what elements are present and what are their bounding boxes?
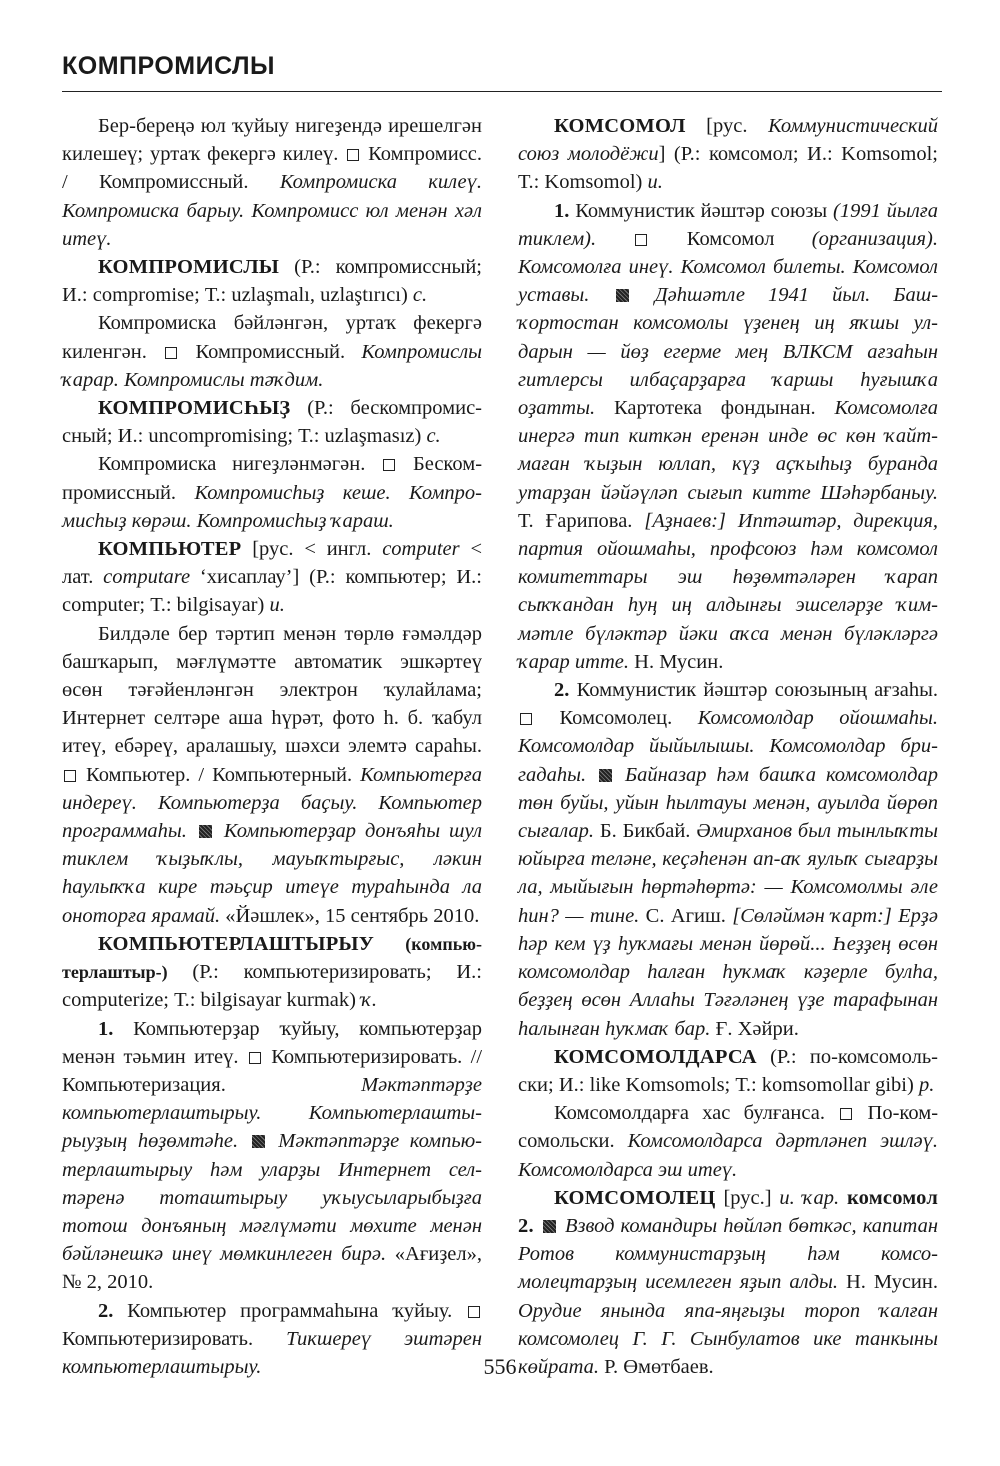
quotation-source: Ғ. Хәйри. [715,1017,799,1040]
entry-komsomolets [518,1184,938,1381]
entry-komsomol [518,112,938,197]
etymology: [рус.] [723,1186,772,1209]
right-column [518,112,938,1381]
usage-examples: Комсомолдар ойошмаһы. Комсомолдар йыйылышы. Комсомолдар бригадаһы. [518,707,939,786]
quotation: Компьютерҙар донъяһы шул тиклем ҡыҙыҡлы, мауыҡтырғыс, ләкин һаулыҡҡа кире тәьҫир итеүе тураһында ла оноторға ярамай. [62,820,483,927]
sense-2 [62,1297,482,1382]
part-of-speech: с. [412,284,428,307]
entry-kompyuter [62,535,482,620]
usage-examples: Комсомолдарса дәртләнеп эшләү. Комсомолдарса эш итеү. [518,1130,938,1181]
russian-equivalent: Комсомолец. [559,707,673,730]
headword-stem: (компьютерлаштыр-) [62,933,482,983]
russian-equivalent-marker-icon [347,149,359,161]
usage-examples: Тикшереү эштәрен компьютерлаштырыу. [62,1327,482,1378]
russian-equivalent: Компромиссный. [195,340,346,363]
page-title: КОМПРОМИСЛЫ [62,52,276,80]
etymology: [рус. [706,115,748,137]
translations: (Р.: по-комсомольски; И.: like Komsomols; Т.: komsomollar gibi) [518,1045,938,1096]
definition: Компьютер программаһына ҡуйыу. [127,1299,453,1322]
headword: КОМПРОМИСҺЫҘ [98,397,291,420]
sense-2 [518,676,938,1043]
quotation-marker-icon [616,289,629,302]
quotation: Орудие янында япа-яңғыҙы тороп ҡалған комсомолец Г. Г. Сынбулатов ике танкыны көйрата. [518,1299,938,1378]
headword: КОМПЬЮТЕРЛАШТЫРЫУ [98,932,375,955]
left-column [62,112,482,1381]
sense-number: 2. [554,679,570,702]
russian-equivalent: По-комсомольски. [518,1102,939,1153]
translations: ‘хисаплау’] (Р.: компьютер; И.: computer; Т.: bilgisayar) [62,566,483,617]
entry-komsomoldarsa [518,1043,938,1099]
translations: (Р.: бескомпромиссный; И.: uncompromising; Т.: uzlaşmasız) [62,397,482,448]
definition: Компьютерҙар ҡуйыу, компьютерҙар менән тәьмин итеү. [62,1017,483,1068]
etymology: < лат. [62,538,483,589]
quotation: Комсомолға инергә тип киткән еренән инде өс көн ҡайтмаған ҡыҙын юллап, күҙ аҫҡыһыҙ буранда утарҙан йәйәүләп сығып китте Шәһәрбаныу. [518,397,938,504]
russian-equivalent-marker-icon [249,1052,261,1064]
usage-examples: Компромислы ҡарар. Компромислы тәҡдим. [62,340,483,391]
translations: ] (Р.: комсомол; И.: Komsomol; Т.: Komsomol) [518,143,938,194]
definition: Компромиска бәйләнгән, уртаҡ фекергә киленгән. [62,312,482,363]
definition: Компромиска нигеҙләнмәгән. [98,453,366,476]
usage-examples: Компромиска килеү. Компромиска барыу. Компромисс юл менән хәл итеү. [62,171,482,250]
sense-number: 1. [98,1017,114,1040]
part-of-speech: с. [426,425,441,448]
etymology-source-word: computer [382,538,460,561]
sense-1 [518,197,938,676]
quotation: Байназар һәм башҡа комсомолдар төн буйы, уйын һылтауы менән, ауылда йөрөп сығалар. [518,763,938,843]
part-of-speech: и. ҡар. [779,1186,840,1209]
headword: КОМСОМОЛ [554,115,686,137]
translations: (Р.: компромиссный; И.: compromise; Т.: uzlaşmalı, uzlaştırıcı) [62,256,483,307]
etymology-source-word: computare [103,566,191,589]
russian-equivalent-note: (организация). [811,227,938,250]
quotation: Взвод командиры һөйләп бөткәс, капитан Ротов коммунистарҙың һәм комсомолецтарҙың исемлеген яҙып алды. [518,1214,938,1294]
etymology-source-word: Коммунистический союз молодёжи [518,115,939,166]
quotation: Мәктәптәрҙе компьютерлаштырыу һәм уларҙы Интернет селтәренә тоташтырыу уҡыусыларыбыҙға тотош донъяның мәғлүмәти мөхите менән бәйләнешкә инеү мөмкинлеген бирә. [62,1130,482,1266]
quotation: [Сөләймән ҡарт:] Ерҙә һәр кем үҙ һуҡмағы менән йөрөй... Һеҙҙең өсөн комсомолдар һалған һуҡмаҡ кәҙерле булһа, беҙҙең өсөн Аллаһы Тәғәләнең үҙе тарафынан һалынған һуҡмаҡ бар. [518,904,939,1040]
quotation-source: Б. Бикбай. [599,820,691,843]
definition: Билдәле бер тәртип менән төрлө ғәмәлдәр башҡарып, мәғлүмәтте автоматик эшкәртеү өсөн тәғәйенләнгән электрон ҡулайлама; Интернет селтәре аша һүрәт, фото һ. б. ҡабул итеү, ебәреү, аралашыу, шәхси элемтә сараһы. [62,622,482,758]
quotation: [Аҙнаев:] Иптәштәр, дирекция, партия ойошмаһы, профсоюз һәм комсомол комитеттары эш һөҙөмтәләрен ҡарап сыҡҡандан һуң иң алдынғы эшселәрҙе ҡиммәтле бүләктәр йәки аҡса менән бүләкләргә ҡарар итте. [518,509,939,673]
russian-equivalent-marker-icon [840,1108,852,1120]
page-number: 556 [483,1354,517,1379]
definition: Бер-береңә юл ҡуйыу нигеҙендә ирешелгән килешеү; уртаҡ фекергә килеү. [62,115,482,166]
entry-kompromisly [62,253,482,309]
russian-equivalent: Компьютеризировать. // Компьютеризация. [62,1045,483,1096]
russian-equivalent: Бескомпромиссный. [62,453,483,504]
part-of-speech: и. [647,171,663,194]
quotation-source: Т. Ғарипова. [518,509,633,532]
headword: КОМПЬЮТЕР [98,538,242,561]
definition: Коммунистик йәштәр союзы [575,199,828,222]
part-of-speech: р. [918,1073,935,1096]
quotation: Әмирханов был тынлыҡты юйырға теләне, кеҫәһенән ап-аҡ яулыҡ сығарҙы ла, мыйығын һөртәһөртә: — Комсомолмы әле һин? — тине. [518,820,939,927]
sense-number: 1. [554,199,570,222]
russian-equivalent-marker-icon [64,770,76,782]
usage-examples: Комсомолға инеү. Комсомол билеты. Комсомол уставы. [518,256,938,307]
entry-kompromishyz [62,394,482,450]
definition: Коммунистик йәштәр союзының ағзаһы. [576,679,939,702]
quotation-source: Картотека фондынан. [613,397,816,420]
entry-definition [518,1099,938,1184]
part-of-speech: ҡ. [361,989,378,1012]
russian-equivalent-marker-icon [383,459,395,471]
entry-definition [62,309,482,394]
quotation-source: Н. Мусин. [845,1271,938,1294]
translations: (Р.: компьютеризировать; И.: computerize; Т.: bilgisayar kurmak) [62,961,482,1012]
quotation-marker-icon [252,1135,265,1148]
russian-equivalent-marker-icon [468,1306,480,1318]
definition-note: (1991 йылға тиклем). [518,199,939,250]
etymology: [рус. < ингл. [252,538,372,561]
definition: Комсомолдарға хас булғанса. [554,1102,825,1125]
russian-equivalent: Комсомол [686,227,775,250]
usage-examples: Компьютерға индереү. Компьютерҙа баҫыу. Компьютер программаһы. [62,763,482,843]
headword: КОМСОМОЛДАРСА [554,1045,757,1068]
russian-equivalent-marker-icon [520,713,532,725]
headword: КОМПРОМИСЛЫ [98,256,280,279]
sense-number: 2. [98,1299,114,1322]
quotation-source: С. Агиш. [645,904,726,927]
sense-1 [62,1015,482,1297]
quotation-source: «Йәшлек», 15 сентябрь 2010. [225,904,480,927]
header-rule [62,91,942,92]
quotation-marker-icon [199,825,212,838]
russian-equivalent-marker-icon [165,347,177,359]
usage-examples: Компромисһыҙ кеше. Компромисһыҙ көрәш. Компромисһыҙ ҡараш. [62,481,482,532]
headword: КОМСОМОЛЕЦ [554,1186,716,1209]
russian-equivalent-marker-icon [635,234,647,246]
quotation-source: Р. Өмөтбаев. [604,1355,714,1378]
entry-kompyuterlashtyryu [62,930,482,1015]
cross-reference: комсомол 2. [518,1186,939,1237]
quotation-source: Н. Мусин. [634,650,724,673]
russian-equivalent: Компьютер. / Компьютерный. [86,763,353,786]
entry-definition [62,450,482,535]
russian-equivalent: Компромисс. / Компромиссный. [62,143,482,194]
entry-continuation [62,112,482,253]
entry-definition [62,620,482,930]
quotation: Дәһшәтле 1941 йыл. Башҡортостан комсомолы үҙенең иң яҡшы улдарын — йөҙ егерме мең ВЛКСМ ағзаһын гитлерсы илбаҫарҙарға ҡаршы һуғышҡа оҙатты. [518,284,939,420]
part-of-speech: и. [269,594,285,617]
quotation-source: «Ағиҙел», № 2, 2010. [62,1243,483,1294]
quotation-marker-icon [543,1220,556,1233]
russian-equivalent: Компьютеризировать. [62,1327,254,1350]
quotation-marker-icon [599,769,612,782]
usage-examples: Мәктәптәрҙе компьютерлаштырыу. Компьютерлаштырыуҙың һөҙөмтәһе. [62,1073,482,1153]
